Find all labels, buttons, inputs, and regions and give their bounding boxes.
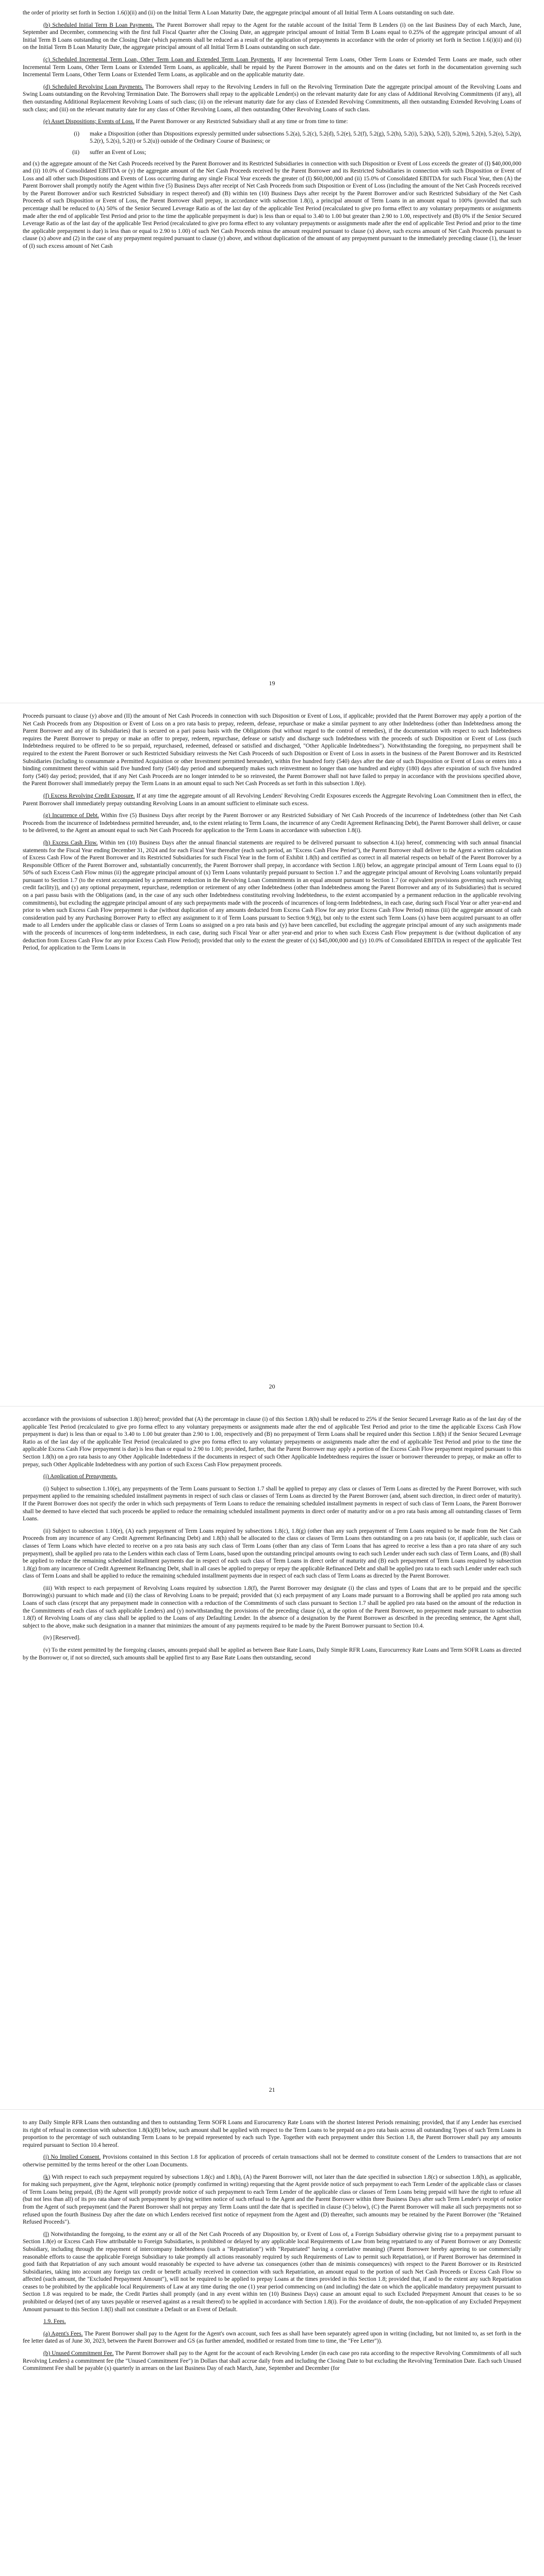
section-heading: (b) Scheduled Initial Term B Loan Payments. [43,22,154,28]
paragraph [23,1485,521,1523]
paragraph [23,839,521,952]
paragraph [23,9,521,17]
paragraph-text: The Borrowers shall repay to the Revolving Lenders in full on the Revolving Termination Date the aggregate principal amount of the Revolving Loans and Swing Loans outstanding on the Revolving Termination Date. The Borrowers shall repay to the applicable Lender(s) on the relevant maturity date for any class of Additional Revolving Commitments (if any), all then outstanding Additional Replacement Revolving Loans of such class; (ii) on the relevant maturity date for any class of Extended Revolving Commitments, all then outstanding Extended Revolving Loans of such class; and (iii) on the relevant maturity date for any class of Other Revolving Loans, all then outstanding Other Revolving Loans of such class. [23,83,521,113]
paragraph-text: Within ten (10) Business Days after the annual financial statements are required to be delivered pursuant to subsection 4.1(a) hereof, commencing with such annual financial statements for the Fiscal Year ending December 31, 2024 and for each Fiscal Year thereafter (each such period, an "Excess Cash Flow Period"), the Parent Borrower shall deliver to the Agent a written calculation of Excess Cash Flow of the Parent Borrower and its Restricted Subsidiaries for such Fiscal Year in the form of Exhibit 1.8(h) and certified as correct in all material respects on behalf of the Parent Borrower by a Responsible Officer of the Parent Borrower and, substantially concurrently, the Parent Borrower shall prepay, in accordance with Section 1.8(i) below, an aggregate principal amount of Term Loans equal to (i) 50% of such Excess Cash Flow minus (ii) the aggregate principal amount of (x) Term Loans voluntarily prepaid pursuant to Section 1.7 and the aggregate principal amount of Revolving Loans voluntarily prepaid pursuant to Section 1.7 (to the extent accompanied by a permanent reduction in the Revolving Loan Commitments in an equal amount pursuant to Section 1.7 (or equivalent provisions governing such revolving credit facility)), and (y) any optional prepayment, repurchase, redemption or retirement of any other Indebtedness (other than Indebtedness among the Parent Borrower and any of its Subsidiaries) that is secured on a pari passu basis with the Obligations (and, in the case of any such other Indebtedness constituting revolving Indebtedness, to the extent accompanied by a permanent reduction in the applicable revolving commitments), but excluding the aggregate principal amount of any such prepayments made with the proceeds of incurrences of long-term Indebtedness, in each case, during such Fiscal Year or after year-end and prior to when such Excess Cash Flow prepayment is due (without duplication of any amounts deducted from Excess Cash Flow for any prior Excess Cash Flow Period) minus (iii) the aggregate amount of cash consideration paid by any Purchasing Borrower Party to effect any assignment to it of Term Loans pursuant to Section 9.9(g), but only to the extent such Term Loans (x) have been acquired pursuant to an offer made to all Lenders under the applicable class or classes of Term Loans so assigned on a pro rata basis and (y) have been cancelled, but excluding the aggregate principal amount of any such assignments made with the proceeds of incurrences of long-term indebtedness, in each case, during such Fiscal Year or after year-end and prior to when such Excess Cash Flow prepayment is due (without duplication of any deduction from Excess Cash Flow for any prior Excess Cash Flow Period); provided that only to the extent the greater of (x) $45,000,000 and (y) 10.0% of Consolidated EBITDA in respect of the applicable Test Period, for application to the Term Loans in [23,839,522,952]
section-heading: (i) Application of Prepayments. [43,1473,118,1480]
paragraph [23,812,521,835]
paragraph [23,1528,521,1580]
paragraph-text: The Parent Borrower shall repay to the Agent for the ratable account of the Initial Term B Lenders (i) on the last Business Day of each March, June, September and December, commencing with the first full Fiscal Quarter after the Closing Date, an aggregate principal amount of Initial Term B Loans equal to 0.25% of the aggregate principal amount of all Initial Term B Loans outstanding on the Closing Date (which payments shall be reduced as a result of the application of prepayments in accordance with the order of priority set forth in Section 1.6(i)(ii) and (ii) on the Initial Term B Loan Maturity Date, the aggregate principal amount of all Initial Term B Loans outstanding on such date. [23,22,522,51]
section-heading: 1.9. Fees. [43,2318,66,2325]
paragraph [23,2119,521,2149]
paragraph [23,118,521,126]
paragraph [23,83,521,113]
paragraph-text: accordance with the provisions of subsection 1.8(i) hereof; provided that (A) the percentage in clause (i) of this Section 1.8(h) shall be reduced to 25% if the Senior Secured Leverage Ratio as of the last day of the applicable Test Period (recalculated to give pro forma effect to any voluntary prepayments or assignments made after the end of applicable Test Period and prior to the time the applicable Excess Cash Flow prepayment is due) is less than or equal to 3.40 to 1.00 but greater than 2.90 to 1.00, respectively and (B) no prepayment of Term Loans shall be required under this Section 1.8(h) if the Senior Secured Leverage Ratio as of the last day of the applicable Test Period (recalculated to give pro forma effect to any voluntary prepayments or assignments made after the end of applicable Test Period and prior to the time the applicable Excess Cash Flow prepayment is due) is less than or equal to 2.90 to 1.00; provided, further, that the Parent Borrower may apply a portion of the Excess Cash Flow prepayment required pursuant to this Section 1.8(h) on a pro rata basis to any Other Applicable Indebtedness if the documents in respect of such Other Applicable Indebtedness requires the issuer or borrower thereunder to prepay, or make an offer to prepay, such Other Applicable Indebtedness with any portion of such Excess Cash Flow prepayment proceeds. [23,1416,521,1468]
paragraph-text: The Parent Borrower shall pay to the Agent for the Agent's own account, such fees as shall have been separately agreed upon in writing (including, but not limited to, as set forth in the fee letter dated as of June 30, 2023, between the Parent Borrower and GS (as further amended, modified or restated from time to time, the "Fee Letter")). [23,2330,521,2345]
paragraph-text: Proceeds pursuant to clause (y) above and (II) the amount of Net Cash Proceeds in connection with such Disposition or Event of Loss, if applicable; provided that the Parent Borrower may apply a portion of the Net Cash Proceeds from any Disposition or Event of Loss on a pro rata basis to prepay, redeem, defease, repurchase or make a similar payment to any other Indebtedness (other than Indebtedness among the Parent Borrower and any of its Subsidiaries) that is secured on a pari passu basis with the Obligations (but without regard to the control of remedies), if the documentation with respect to such Indebtedness requires the Parent Borrower to prepay or make an offer to prepay, redeem, repurchase, defease or satisfy and discharge such Indebtedness with the proceeds of such Disposition or Event of Loss (such Indebtedness required to be offered to be so prepaid, repurchased, redeemed, defeased or satisfied and discharged, "Other Applicable Indebtedness"). Notwithstanding the foregoing, no prepayment shall be required to the extent the Parent Borrower or such Restricted Subsidiary reinvests the Net Cash Proceeds of such Disposition or Event of Loss in assets in the business of the Parent Borrower and its Restricted Subsidiaries (including to consummate a Permitted Acquisition or other Investment permitted hereunder), within five hundred forty (540) days after the date of such Disposition or Event of Loss or enters into a binding commitment thereof within said five hundred forty (540) day period and subsequently makes such reinvestment no longer than one hundred and eighty (180) days after expiration of such five hundred forty (540) day period; provided, that if any Net Cash Proceeds are no longer intended to be so reinvested, the Parent Borrower shall not have failed to prepay in accordance with the provisions specified above, the Parent Borrower shall immediately prepay the Term Loans in an amount equal to such Net Cash Proceeds as set forth in this subsection 1.8(e). [23,713,521,787]
paragraph [23,56,521,79]
paragraph [23,2350,521,2372]
paragraph-text: (ii) Subject to subsection 1.10(e), (A) each prepayment of Term Loans required by subsections 1.8(c), 1.8(g) (other than any such prepayment of Term Loans required to be made from the Net Cash Proceeds from any incurrence of any Credit Agreement Refinancing Debt) and 1.8(h) shall be allocated to the class or classes of Term Loans then outstanding on a pro rata basis (or, if applicable, such class or classes of Term Loans which have elected to receive on a pro rata basis any such class of Term Loans (other than any class of Term Loans that has agreed to receive a less than a pro rata share of any such prepayment), shall be applied pro rata to the Lenders within each class of Term Loans, based upon the outstanding principal amounts owing to each such Lender under each such class of Term Loans, and (B) shall be applied to reduce the remaining scheduled installment payments due in respect of each such class of Term Loans in direct order of maturity and (B) each prepayment of Term Loans required by subsection 1.8(g) from any incurrence of Credit Agreement Refinancing Debt, shall in all cases be applied to prepay or repay the applicable Refinanced Debt and shall be applied pro rata to each such Lender under each such class of Term Loans and shall be applied to reduce the remaining scheduled installment payments due in respect of each such class of Term Loans as directed by the Parent Borrower. [23,1528,521,1580]
paragraph-text: If at any time the aggregate amount of all Revolving Lenders' Revolving Credit Exposures exceeds the Aggregate Revolving Loan Commitment then in effect, the Parent Borrower shall immediately prepay outstanding Revolving Loans in an amount sufficient to eliminate such excess. [23,792,522,807]
paragraph-text: The Parent Borrower shall pay to the Agent for the account of each Revolving Lender (in each case pro rata according to the respective Revolving Commitments of all such Revolving Lenders) a commitment fee (the "Unused Commitment Fee") in Dollars that shall accrue daily from and including the Closing Date to but excluding the Revolving Termination Date. Each such Unused Commitment Fee shall be payable (x) quarterly in arrears on the last Business Day of each March, June, September and December (for [23,2350,521,2372]
section-heading: (a) Agent's Fees. [43,2330,83,2337]
paragraph-text: If any Incremental Term Loans, Other Term Loans or Extended Term Loans are made, such other Incremental Term Loans, Other Term Loans or Extended Term Loans, as applicable, shall be repaid by the Parent Borrower in the amounts and on the dates set forth in the documentation governing such Incremental Term Loans, Other Term Loans or Extended Term Loans, as applicable and on the applicable maturity date. [23,56,521,78]
paragraph-text: Notwithstanding the foregoing, to the extent any or all of the Net Cash Proceeds of any Disposition by, or Event of Loss of, a Foreign Subsidiary otherwise giving rise to a prepayment pursuant to Section 1.8(e) or Excess Cash Flow attributable to Foreign Subsidiaries, is prohibited or delayed by any applicable local Requirements of Law from being repatriated to any of Parent Borrower or any Domestic Subsidiary, including through the repayment of intercompany Indebtedness (such a "Repatriation") with "Repatriated" having a correlative meaning) (Parent Borrower hereby agreeing to use commercially reasonable efforts to cause the applicable Foreign Subsidiary to take promptly all actions reasonably required by such Requirements of Law to permit such Repatriation), or if Parent Borrower has determined in good faith that Repatriation of any such amount would reasonably be expected to have adverse tax consequences (other than de minimis consequences) with respect to the Parent Borrower or its Restricted Subsidiaries, taking into account any foreign tax credit or benefit actually received in connection with such Repatriation, an amount equal to the portion of such Net Cash Proceeds or Excess Cash Flow so affected (such amount, the "Excluded Prepayment Amount"), will not be required to be applied to prepay Loans at the times provided in this Section 1.8; provided that, if and to the extent any such Repatriation ceases to be prohibited by the applicable local Requirements of Law at any time during the one (1) year period commencing on (and including) the date on which the applicable mandatory prepayment pursuant to Section 1.8 was required to be made, the Credit Parties shall promptly (and in any event within ten (10) Business Days) cause an amount equal to such Excluded Prepayment Amount that ceases to be so prohibited or delayed (net of any taxes payable or reserved against as a result thereof) to be applied in accordance with Section 1.8(i). For the avoidance of doubt, the non-application of any Excluded Prepayment Amount pursuant to this Section 1.8(l) shall not constitute a Default or an Event of Default. [23,2231,521,2313]
section-heading: (b) Unused Commitment Fee. [43,2350,114,2357]
section-heading: (c) Scheduled Incremental Term Loan, Other Term Loan and Extended Term Loan Payments. [43,56,275,63]
paragraph-text: and (x) the aggregate amount of the Net Cash Proceeds received by the Parent Borrower and its Restricted Subsidiaries in connection with such Disposition or Event of Loss exceeds the greater of (I) $40,000,000 and (ii) 10.0% of Consolidated EBITDA or (y) the aggregate amount of the Net Cash Proceeds received by the Parent Borrower and its Restricted Subsidiaries in connection with such Disposition or Event of Loss and all other such Dispositions and Events of Loss occurring during any single Fiscal Year exceeds the greater of (I) $60,000,000 and (ii) 15.0% of Consolidated EBITDA for such Fiscal Year, then (A) the Parent Borrower shall promptly notify the Agent within five (5) Business Days after receipt of Net Cash Proceeds from such Disposition or Event of Loss (including the amount of the Net Cash Proceeds received by the Parent Borrower and/or such Restricted Subsidiary in respect thereof) and (B) within ten (10) Business Days after receipt by the Parent Borrower and/or such Restricted Subsidiary of the Net Cash Proceeds of such Disposition or Event of Loss, the Parent Borrower shall prepay, in accordance with subsection 1.8(i), a principal amount of Term Loans in an amount equal to 100% (provided that such percentage shall be reduced to (A) 50% of the Senior Secured Leverage Ratio as of the last day of the applicable Test Period (recalculated to give pro forma effect to any voluntary prepayments or assignments made after the end of applicable Test Period and prior to the time the applicable prepayment is due) is less than or equal to 3.40 to 1.00 but greater than 2.90 to 1.00, respectively and (B) 0% if the Senior Secured Leverage Ratio as of the last day of the applicable Test Period (recalculated to give pro forma effect to any voluntary prepayments or assignments made after the end of applicable Test Period and prior to the time the applicable prepayment is due) is less than or equal to 2.90 to 1.00) of such Net Cash Proceeds minus the amount required pursuant to clause (x) above, such excess amount of Net Cash Proceeds pursuant to clause (x) above and (2) in the case of any prepayment required pursuant to clause (y) above, and without duplication of the amount of any prepayment pursuant to the immediately preceding clause (1), the lesser of (I) such excess amount of Net Cash [23,160,521,250]
section-heading: (l) [43,2231,49,2238]
paragraph [23,1473,521,1481]
section-heading: (j) No Implied Consent. [43,2154,101,2161]
paragraph-text: With respect to each such prepayment required by subsections 1.8(c) and 1.8(h), (A) the Parent Borrower will, not later than the date specified in subsection 1.8(c) or subsection 1.8(h), as applicable, for making such prepayment, give the Agent, telephonic notice (promptly confirmed in writing) requesting that the Agent provide notice of such prepayment to each Term Lender of the applicable class or classes of Term Loans being prepaid, (B) the Agent will promptly provide notice of such prepayment to each Term Lender of the applicable class or classes of Term Loans being prepaid will have the right to refuse all (but not less than all) of its pro rata share of such prepayment by giving written notice of such refusal to the Agent and the Parent Borrower within three Business Days after such Term Lender's receipt of notice from the Agent of such prepayment (and the Parent Borrower shall not prepay any Term Loans until the date that is specified in clause (C) below), (C) the Parent Borrower will make all such prepayments not so refused upon the fourth Business Day after the date on which Lenders received first notice of repayment from the Agent and (D) thereafter, such amounts may be retained by the Parent Borrower (the "Retained Refused Proceeds"). [23,2174,521,2226]
document-page [0,703,544,1406]
paragraph [23,1634,521,1642]
list-marker: (ii) [72,149,79,156]
paragraph [23,1585,521,1630]
paragraph [23,22,521,52]
paragraph-text: (iv) [Reserved]. [43,1635,81,1641]
paragraph [23,2154,521,2168]
list-item [23,130,521,145]
paragraph [23,2174,521,2226]
section-heading: (g) Incurrence of Debt. [43,812,99,819]
section-heading: (f) Excess Revolving Credit Exposure. [43,792,135,799]
section-heading: (h) Excess Cash Flow. [43,839,98,846]
document-page [0,2110,544,2576]
list-item [23,149,521,157]
document-page [0,1406,544,2110]
section-heading: (d) Scheduled Revolving Loan Payments. [43,83,143,90]
page-number: 21 [269,2086,275,2093]
paragraph [23,1416,521,1468]
list-marker: (i) [74,130,79,137]
paragraph [23,2330,521,2345]
section-heading: (e) Asset Dispositions; Events of Loss. [43,118,135,125]
paragraph-text: (iii) With respect to each prepayment of Revolving Loans required by subsection 1.8(f), the Parent Borrower may designate (i) the class and types of Loans that are to be prepaid and the specific Borrowing(s) pursuant to which made and (ii) the class of Revolving Loans to be prepaid; provided that (x) each prepayment of any Loans made pursuant to a Borrowing shall be applied pro rata among such Loans of such class (except that any prepayment made in connection with a reduction of the Commitments of such class pursuant to Section 1.7 shall be applied pro rata based on the amount of the reduction in the Commitments of each class of such applicable Lenders) and (y) notwithstanding the provisions of the preceding clause (x), at the option of the Parent Borrower, no prepayment made pursuant to subsection 1.8(f) of Revolving Loans of any class shall be applied to the Loans of any Defaulting Lender. In the absence of a designation by the Parent Borrower as described in the preceding sentence, the Agent shall, subject to the above, make such designation in a manner that minimizes the amount of any payments required to be made by the Parent Borrower pursuant to Section 10.4. [23,1585,521,1629]
section-heading: (k) [43,2174,51,2180]
paragraph-text: (v) To the extent permitted by the foregoing clauses, amounts prepaid shall be applied as between Base Rate Loans, Daily Simple RFR Loans, Eurocurrency Rate Loans and Term SOFR Loans as directed by the Borrower or, if not so directed, such amounts shall be applied first to any Base Rate Loans then outstanding, second [23,1647,521,1661]
page-number: 20 [269,1382,275,1390]
paragraph [23,2318,521,2326]
paragraph-text: the order of priority set forth in Section 1.6(i)(ii) and (ii) on the Initial Term A Loan Maturity Date, the aggregate principal amount of all Initial Term A Loans outstanding on such date. [23,10,455,16]
paragraph [23,2231,521,2314]
paragraph [23,1647,521,1662]
paragraph-text: Within five (5) Business Days after receipt by the Parent Borrower or any Restricted Subsidiary of Net Cash Proceeds of the incurrence of Indebtedness (other than Net Cash Proceeds from the incurrence of Indebtedness permitted hereunder, and, to the extent relating to Term Loans, the incurrence of any Credit Agreement Refinancing Debt), the Parent Borrower shall deliver, or cause to be delivered, to the Agent an amount equal to such Net Cash Proceeds for application to the Term Loans in accordance with subsection 1.8(i). [23,812,521,834]
paragraph-text: to any Daily Simple RFR Loans then outstanding and then to outstanding Term SOFR Loans and Eurocurrency Rate Loans with the shortest Interest Periods remaining; provided, that if any Lender has exercised its right of refusal in connection with subsection 1.8(k)(B) below, such amount shall be applied with respect to the Term Loans to be prepaid on a pro rata basis across all outstanding Types of such Term Loans in proportion to the percentage of such outstanding Term Loans to be prepaid represented by each such Type. Together with each prepayment under this Section 1.8, the Parent Borrower shall pay any amounts required pursuant to Section 10.4 hereof. [23,2120,521,2148]
list-text: make a Disposition (other than Dispositions expressly permitted under subsections 5.2(a), 5.2(c), 5.2(d), 5.2(e), 5.2(f), 5.2(g), 5.2(h), 5.2(i), 5.2(k), 5.2(l), 5.2(m), 5.2(n), 5.2(o), 5.2(p), 5.2(r), 5.2(s), 5.2(t) or 5.2(u)) outside of the Ordinary Course of Business; or [90,130,521,145]
paragraph [23,713,521,788]
paragraph [23,160,521,250]
page-number: 19 [269,679,275,687]
list-text: suffer an Event of Loss; [90,149,146,156]
paragraph-text: If the Parent Borrower or any Restricted Subsidiary shall at any time or from time to time: [134,118,348,125]
paragraph [23,792,521,807]
paragraph-text: Provisions contained in this Section 1.8 for application of proceeds of certain transactions shall not be deemed to constitute consent of the Lenders to transactions that are not otherwise permitted by the terms hereof or the other Loan Documents. [23,2154,521,2168]
paragraph-text: (i) Subject to subsection 1.10(e), any prepayments of the Term Loans pursuant to Section 1.7 shall be applied to prepay any class or classes of Term Loans as directed by the Parent Borrower, with such prepayment applied to the remaining scheduled installment payments in respect of such class or classes of Term Loans as directed by the Parent Borrower (and, absent such direction, in direct order of maturity). If the Parent Borrower does not specify the order in which such prepayments of Term Loans to reduce the remaining scheduled installment payments in respect of such class of Term Loans, the Parent Borrower shall be deemed to have elected that such proceeds be applied to reduce the remaining scheduled installment payments in direct order of maturity and/or on a pro rata basis among all outstanding classes of Term Loans. [23,1485,521,1522]
document-page [0,0,544,703]
